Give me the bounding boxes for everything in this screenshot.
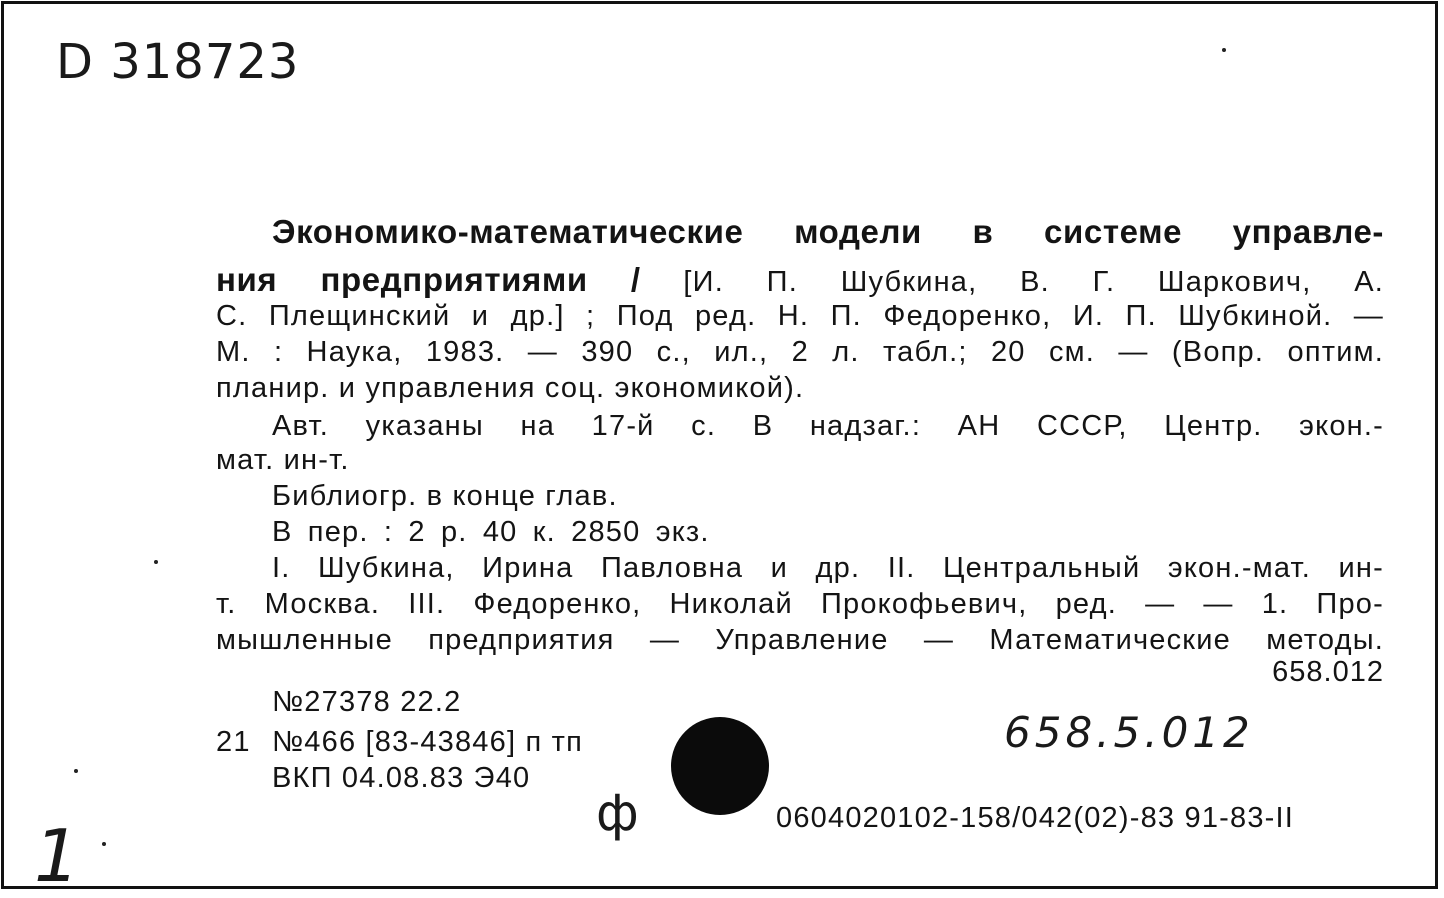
binding-price <box>216 514 1384 550</box>
handwritten-corner-number: 1 <box>34 814 82 898</box>
line-3 <box>216 298 1384 334</box>
order-number: №466 [83-43846] п тп <box>272 726 584 758</box>
udc-number: 658.012 <box>1272 656 1384 688</box>
speck <box>154 560 158 564</box>
vkp-line: ВКП 04.08.83 Э40 <box>272 762 531 794</box>
speck <box>1222 48 1226 52</box>
responsibility-text: [И. П. Шубкина, В. Г. Шаркович, А. <box>683 266 1384 298</box>
title-line-2-wrap <box>216 262 1384 300</box>
tracings-1 <box>216 550 1384 586</box>
bibliography-text: Библиогр. в конце глав. <box>272 480 618 512</box>
order-prefix: 21 <box>216 726 251 758</box>
line-4 <box>216 334 1384 370</box>
series-line: планир. и управления соц. экономикой). <box>216 372 805 404</box>
catalog-card <box>1 1 1438 898</box>
authors-note-1 <box>216 408 1384 444</box>
handwritten-udc: 658.5.012 <box>1004 708 1254 757</box>
note-text-2: мат. ин-т. <box>216 444 350 476</box>
tracings-text-2: т. Москва. III. Федоренко, Николай Прокофьевич, ред. — — 1. Про- <box>216 588 1384 620</box>
tracings-text-1: I. Шубкина, Ирина Павловна и др. II. Центральный экон.-мат. ин- <box>272 552 1384 584</box>
publication-line-4: М. : Наука, 1983. — 390 с., ил., 2 л. табл.; 20 см. — (Вопр. оптим. <box>216 336 1384 368</box>
title-text-1: Экономико-математические модели в системе управле- <box>272 213 1384 250</box>
ink-blot <box>671 717 769 815</box>
handwritten-mark: ф <box>596 784 640 842</box>
speck <box>74 769 78 773</box>
tracings-2 <box>216 586 1384 622</box>
title-line-2 <box>216 262 1384 300</box>
line-5 <box>216 370 1384 406</box>
title-line-1 <box>216 214 1384 250</box>
catalog-code: 0604020102-158/042(02)-83 91-83-II <box>776 802 1295 834</box>
publication-line-3: С. Плещинский и др.] ; Под ред. Н. П. Федоренко, И. П. Шубкиной. — <box>216 300 1384 332</box>
note-text-1: Авт. указаны на 17-й с. В надзаг.: АН СССР, Центр. экон.- <box>272 410 1384 442</box>
tracings-3 <box>216 622 1384 658</box>
speck <box>102 842 106 846</box>
binding-price-text: В пер. : 2 р. 40 к. 2850 экз. <box>272 516 710 548</box>
authors-note-2 <box>216 442 1384 478</box>
bibliography-note <box>216 478 1384 514</box>
title-text-2: ния предприятиями / <box>216 261 641 298</box>
tracings-text-3: мышленные предприятия — Управление — Математические методы. <box>216 624 1384 656</box>
record-number: №27378 22.2 <box>272 686 462 718</box>
card-number: D 318723 <box>56 34 300 90</box>
